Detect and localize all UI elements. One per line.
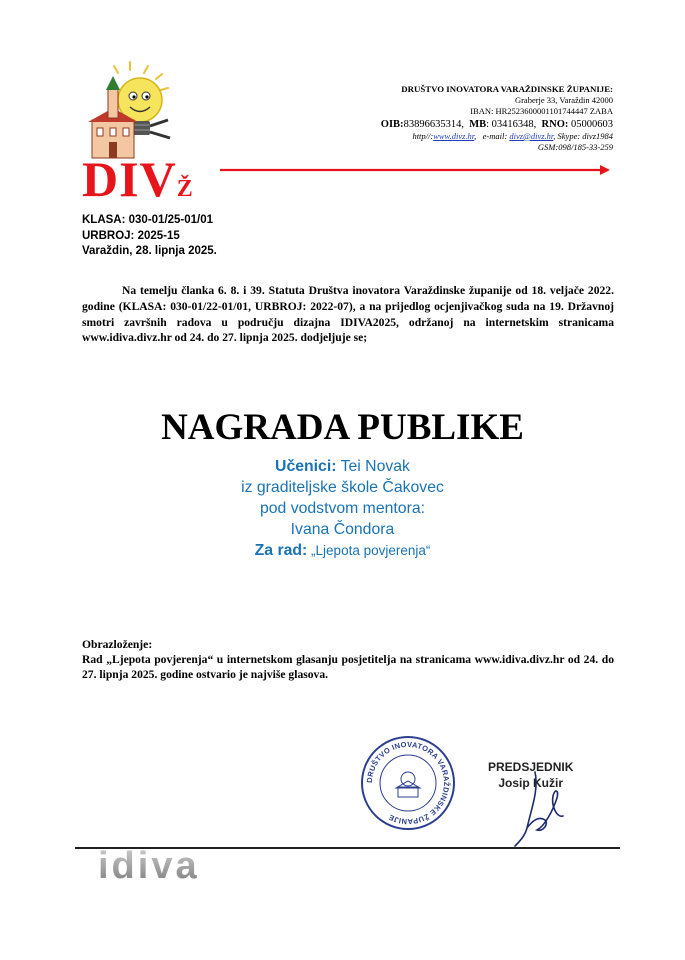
klasa: KLASA: 030-01/25-01/01 [82, 214, 214, 226]
award-title: NAGRADA PUBLIKE [161, 407, 524, 448]
mentor-prefix-line: pod vodstvom mentora: [259, 500, 426, 517]
stamp-text: DRUŠTVO INOVATORA VARAŽDINSKE ŽUPANIJE [364, 739, 452, 827]
work-line: Za rad: „Ljepota povjerenja“ [254, 542, 431, 559]
mascot-logo [80, 60, 190, 160]
organization-header [381, 84, 613, 153]
document-meta [82, 213, 217, 260]
email-link[interactable]: divz@divz.hr [509, 130, 554, 141]
brand-logo: DIVŽ [82, 151, 193, 207]
org-ids: OIB:83896635314, MB: 03416348, RNO: 05000603 [380, 118, 613, 130]
mentor-line: Ivana Čondora [290, 521, 395, 538]
explanation [82, 638, 614, 682]
svg-text:idiva: idiva [98, 846, 200, 886]
org-address: Graberje 33, Varaždin 42000 [514, 95, 613, 106]
header-divider-arrow [220, 163, 610, 175]
school-line: iz graditeljske škole Čakovec [241, 479, 444, 496]
org-contacts: http//:www.divz.hr, e-mail: divz@divz.hr, Skype: divz1984 [412, 130, 613, 141]
official-stamp [360, 735, 456, 831]
urbroj: URBROJ: 2025-15 [82, 229, 180, 242]
signatory-name: Josip Kužir [498, 776, 564, 790]
website-link[interactable]: www.divz.hr [433, 130, 475, 141]
svg-text:DRUŠTVO INOVATORA VARAŽDINSKE [365, 740, 451, 826]
students-line: Učenici: Tei Novak [275, 458, 410, 475]
signatory-title: PREDSJEDNIK [488, 760, 574, 774]
org-iban: IBAN: HR2523600001101744447 ZABA [470, 106, 613, 117]
org-name: DRUŠTVO INOVATORA VARAŽDINSKE ŽUPANIJE: [401, 84, 613, 94]
award-details [0, 456, 685, 561]
org-gsm: GSM:098/185-33-259 [537, 141, 613, 152]
explanation-label: Obrazloženje: [82, 638, 153, 651]
explanation-text: Rad „Ljepota povjerenja“ u internetskom glasanju posjetitelja na stranicama www.idiva.divz.hr od 24. do 27. lipnja 2025. godine ostvario je najviše glasova. [82, 652, 614, 681]
document-date: Varaždin, 28. lipnja 2025. [82, 245, 217, 257]
idiva-logo [98, 846, 248, 894]
handwritten-signature [505, 770, 575, 850]
intro-paragraph: Na temelju članka 6. 8. i 39. Statuta Društva inovatora Varaždinske županije od 18. veljače 2022. godine (KLASA: 030-01/22-01/01, URBROJ: 2022-07), a na prijedlog ocjenjivačkog suda na 19. Državnoj smotri završnih radova u području dizajna IDIVA2025, održanoj na internetskim stranicama www.idiva.divz.hr od 24. do 27. lipnja 2025. dodjeljuje se; [82, 284, 614, 345]
